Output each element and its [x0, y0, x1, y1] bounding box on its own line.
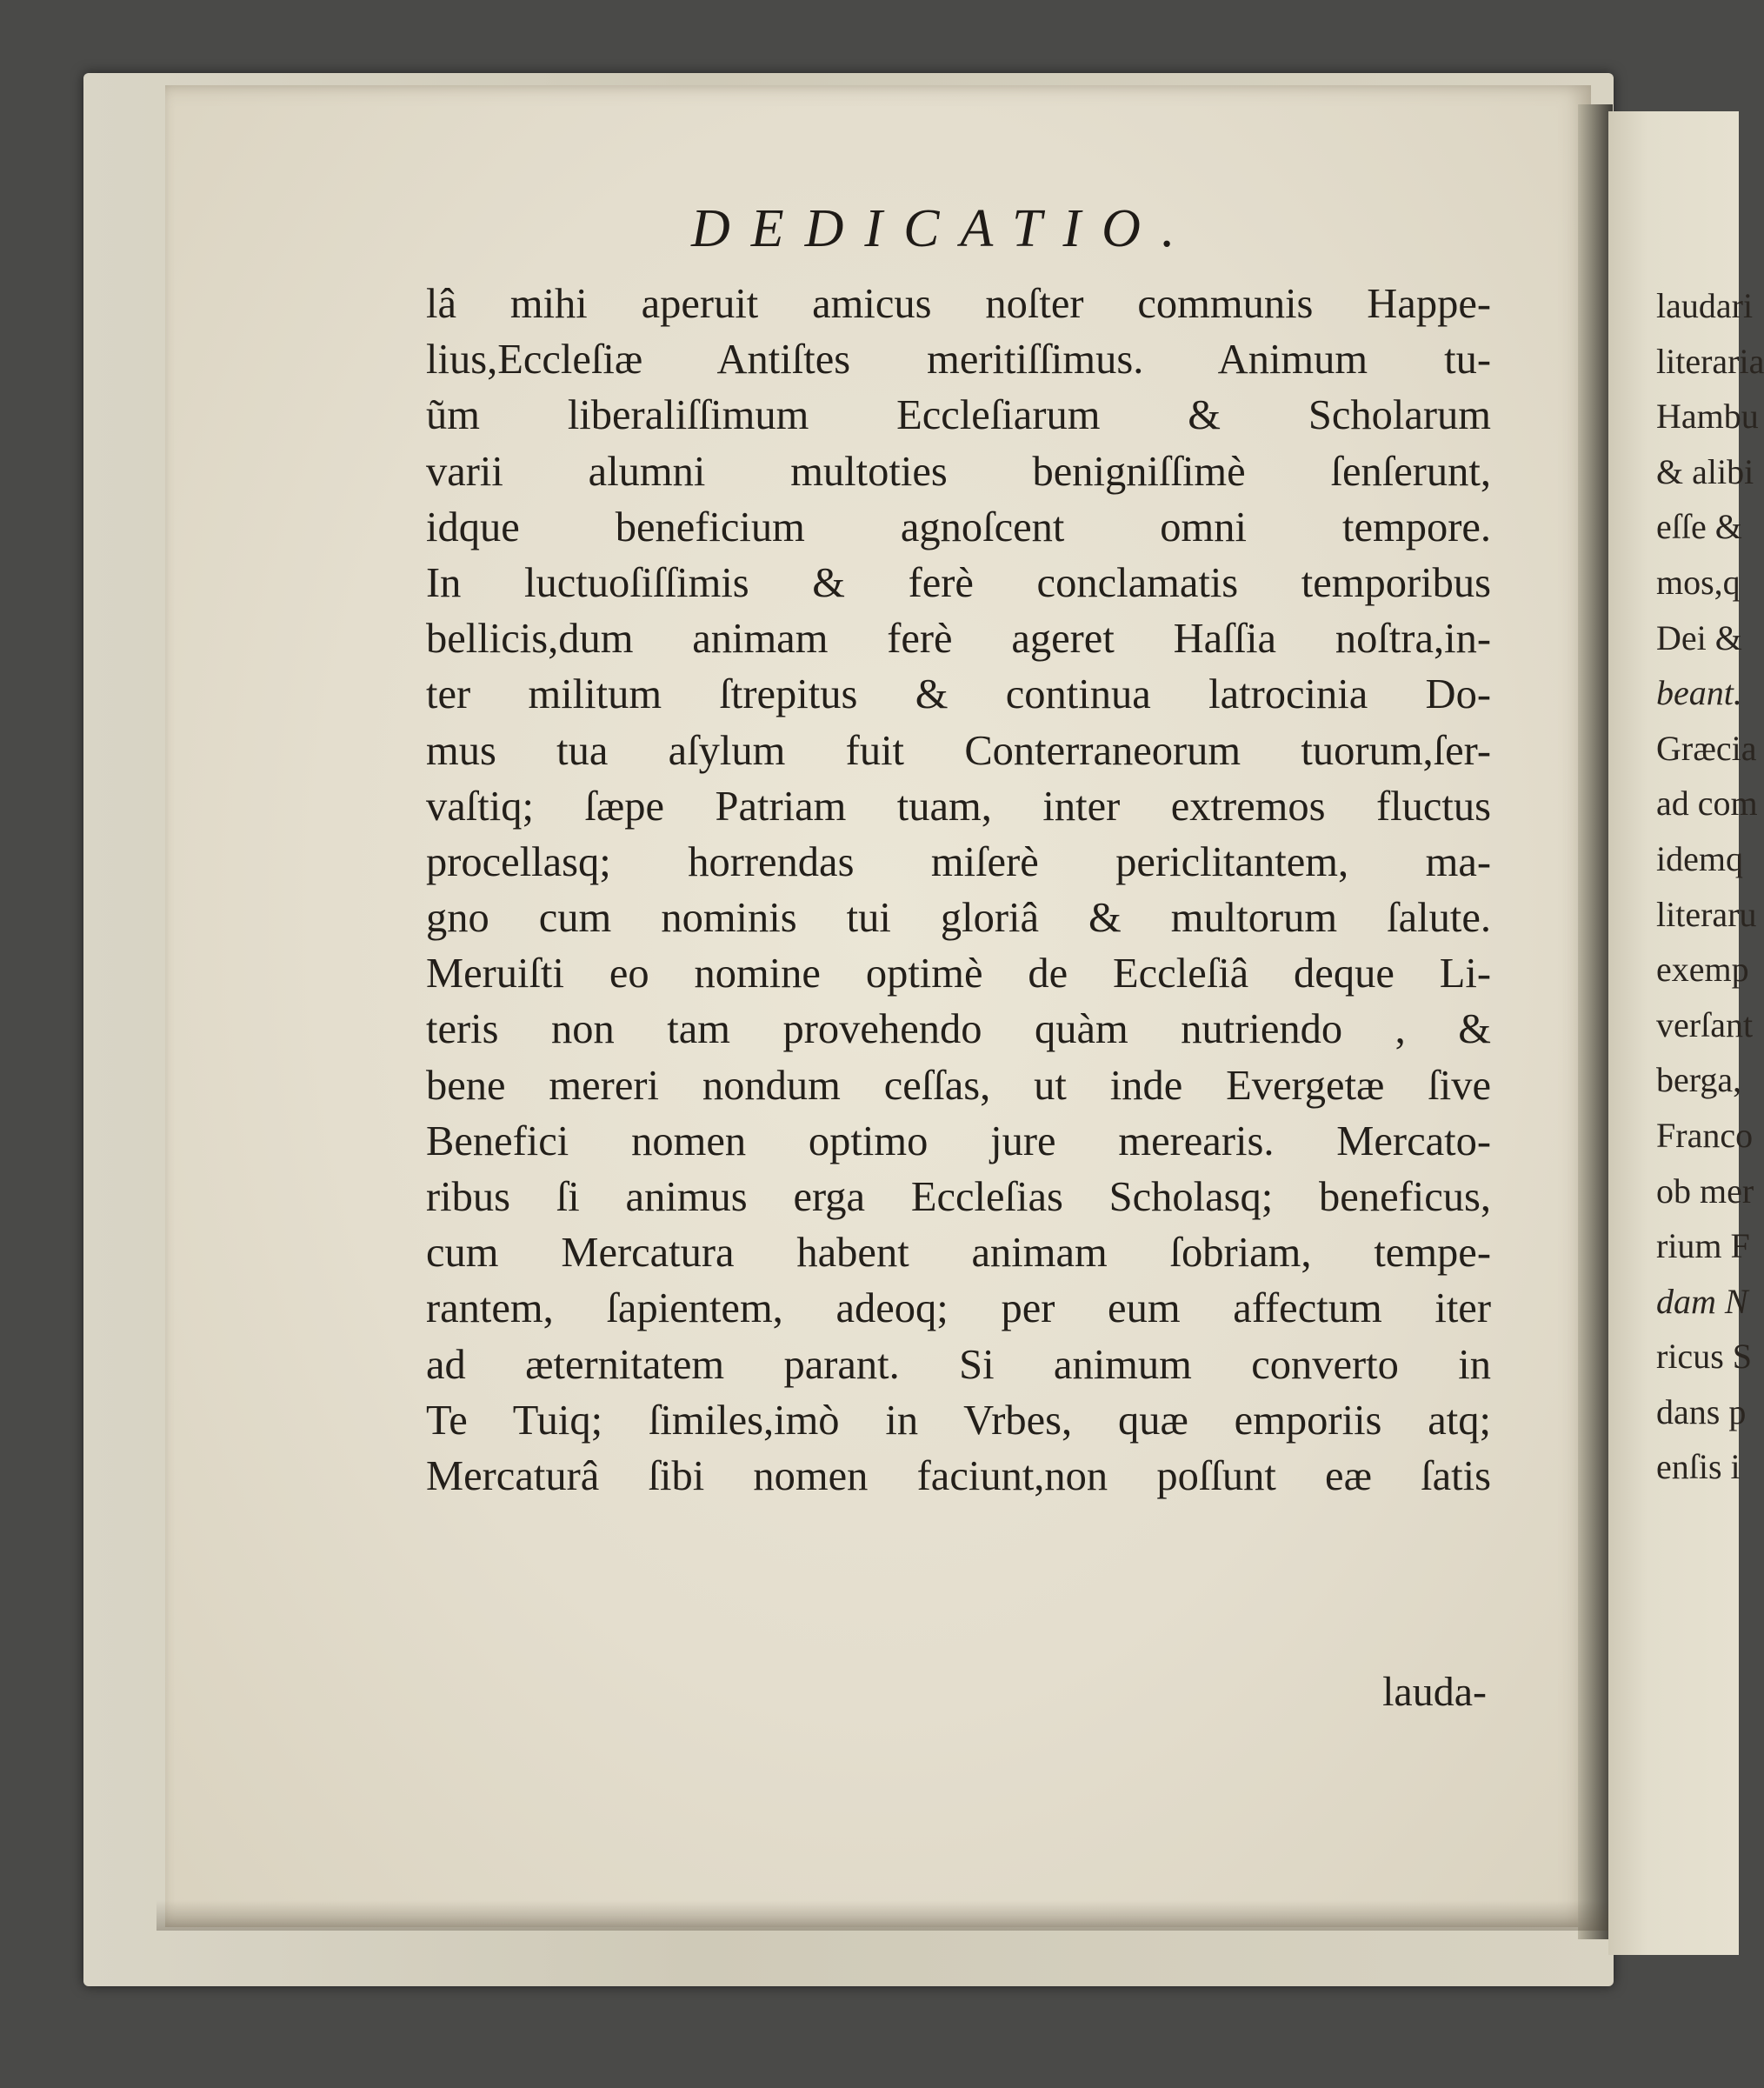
- text-line: mus tua aſylum fuit Conterraneorum tuorum,ſer-: [426, 727, 1491, 774]
- page-body-text: [426, 277, 1491, 1504]
- fragment-line: Franco: [1656, 1115, 1754, 1155]
- fragment-line: eſſe &: [1656, 507, 1742, 547]
- text-line: Mercaturâ ſibi nomen faciunt,non poſſunt eæ ſatis: [426, 1452, 1491, 1499]
- text-line: ribus ſi animus erga Eccleſias Scholasq; beneficus,: [426, 1174, 1491, 1220]
- book-gutter: [1578, 104, 1613, 1939]
- right-page-text-fragments: [1656, 278, 1764, 1495]
- fragment-line: Græcia: [1656, 728, 1757, 768]
- fragment-line: berga,: [1656, 1060, 1742, 1100]
- fragment-line: verſant: [1656, 1004, 1754, 1044]
- fragment-line: rium F: [1656, 1226, 1750, 1266]
- fragment-line: idemq: [1656, 838, 1743, 878]
- fragment-line: dans p: [1656, 1391, 1747, 1431]
- fragment-line: enſis i: [1656, 1447, 1741, 1487]
- text-line: Te Tuiq; ſimiles,imò in Vrbes, quæ emporiis atq;: [426, 1397, 1491, 1444]
- fragment-line: Hambu: [1656, 397, 1759, 437]
- text-line: teris non tam provehendo quàm nutriendo , &: [426, 1006, 1491, 1053]
- fragment-line: literaru: [1656, 894, 1757, 934]
- fragment-line: literaria: [1656, 341, 1764, 381]
- text-line: lius,Eccleſiæ Antiſtes meritiſſimus. Animum tu-: [426, 337, 1491, 384]
- text-line: rantem, ſapientem, adeoq; per eum affectum iter: [426, 1285, 1491, 1332]
- fragment-line: ad com: [1656, 784, 1758, 824]
- fragment-line: mos,q: [1656, 562, 1741, 602]
- fragment-line: ricus S: [1656, 1337, 1752, 1377]
- text-line: ter militum ſtrepitus & continua latrocinia Do-: [426, 671, 1491, 718]
- text-line: ũm liberaliſſimum Eccleſiarum & Scholarum: [426, 392, 1491, 439]
- text-line: ad æternitatem parant. Si animum converto in: [426, 1341, 1491, 1388]
- fragment-line: beant.: [1656, 673, 1742, 713]
- text-line: bene mereri nondum ceſſas, ut inde Evergetæ ſive: [426, 1062, 1491, 1109]
- page-bottom-shadow: [156, 1900, 1608, 1931]
- text-line: lâ mihi aperuit amicus noſter communis Happe-: [426, 281, 1491, 327]
- text-line: varii alumni multoties benigniſſimè ſenſerunt,: [426, 448, 1491, 495]
- text-line: Benefici nomen optimo jure merearis. Mercato-: [426, 1117, 1491, 1164]
- text-line: Meruiſti eo nomine optimè de Eccleſiâ deque Li-: [426, 951, 1491, 997]
- text-line: cum Mercatura habent animam ſobriam, tempe-: [426, 1230, 1491, 1277]
- catchword: lauda-: [1382, 1669, 1487, 1715]
- fragment-line: ob mer: [1656, 1171, 1754, 1211]
- text-line: idque beneficium agnoſcent omni tempore.: [426, 504, 1491, 550]
- text-line: In luctuoſiſſimis & ferè conclamatis temporibus: [426, 559, 1491, 606]
- text-line: gno cum nominis tui gloriâ & multorum ſalute.: [426, 895, 1491, 942]
- fragment-line: exemp: [1656, 950, 1749, 990]
- text-line: procellasq; horrendas miſerè periclitantem, ma-: [426, 838, 1491, 885]
- fragment-line: Dei &: [1656, 617, 1742, 657]
- page-heading: DEDICATIO.: [691, 199, 1196, 258]
- text-line: vaſtiq; ſæpe Patriam tuam, inter extremos fluctus: [426, 783, 1491, 830]
- fragment-line: dam N: [1656, 1281, 1748, 1321]
- fragment-line: & alibi: [1656, 451, 1754, 491]
- fragment-line: laudari: [1656, 286, 1754, 325]
- text-line: bellicis,dum animam ferè ageret Haſſia noſtra,in-: [426, 616, 1491, 663]
